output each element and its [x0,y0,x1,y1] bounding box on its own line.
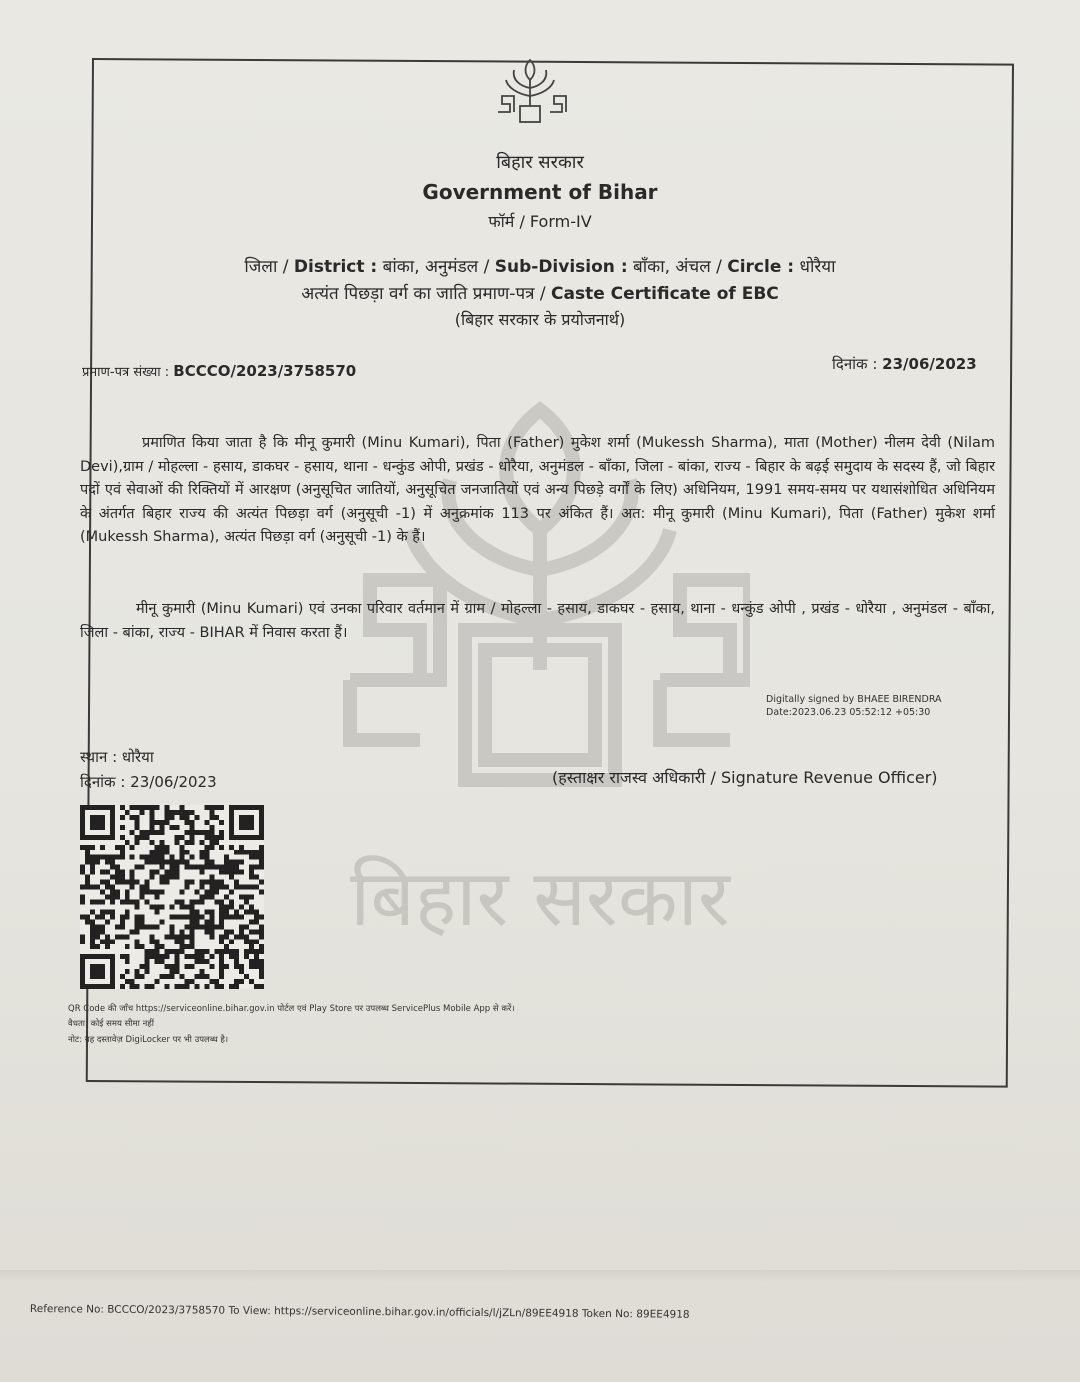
page-fold-shadow [0,1270,1080,1282]
certificate-title-hindi: अत्यंत पिछड़ा वर्ग का जाति प्रमाण-पत्र / [301,284,552,304]
certificate-number-label: प्रमाण-पत्र संख्या : [82,365,174,380]
subdivision-label: Sub-Division : [494,257,628,277]
certificate-body-paragraph-1: प्रमाणित किया जाता है कि मीनू कुमारी (Minu Kumari), पिता (Father) मुकेश शर्मा (Mukessh Sharma), माता (Mother) नीलम देवी (Nilam Devi),ग्राम / मोहल्ला - हसाय, डाकघर - हसाय, थाना - धन्कुंड ओपी, प्रखंड - धोरैया, अनुमंडल - बाँका, जिला - बांका, राज्य - बिहार के बढ़ई समुदाय के सदस्य हैं, जो बिहार पदों एवं सेवाओं की रिक्तियों में आरक्षण (अनुसूचित जातियों, अनुसूचित जनजातियों एवं अन्य पिछड़े वर्गों के लिए) अधिनियम, 1991 समय-समय पर यथासंशोधित अधिनियम के अंतर्गत बिहार राज्य की अत्यंत पिछड़ा वर्ग (अनुसूची -1) में अनुक्रमांक 113 पर अंकित हैं। अत: मीनू कुमारी (Minu Kumari), पिता (Father) मुकेश शर्मा (Mukessh Sharma), अत्यंत पिछड़ा वर्ग (अनुसूची -1) के हैं। [80,435,995,545]
place-date-label: दिनांक : [80,773,131,791]
government-name-hindi: बिहार सरकार [496,152,584,173]
digital-signature-date: Date:2023.06.23 05:52:12 +05:30 [766,707,931,718]
place [80,747,154,767]
certificate-number [82,362,356,380]
qr-code[interactable] [80,804,264,990]
circle-label: Circle : [727,257,795,277]
place-label: स्थान : [80,748,122,766]
certificate-number-value: BCCCO/2023/3758570 [173,362,357,380]
svg-text:बिहार सरकार: बिहार सरकार [350,854,730,944]
district-prefix: जिला / [244,257,294,277]
form-number: फॉर्म / Form-IV [488,212,592,231]
signature-revenue-officer: (हस्ताक्षर राजस्व अधिकारी / Signature Revenue Officer) [552,768,938,787]
place-date [80,772,217,792]
subdivision-value: बाँका, अंचल / [627,257,728,277]
place-value: धोरैया [121,748,154,766]
reference-footer: Reference No: BCCCO/2023/3758570 To View: https://serviceonline.bihar.gov.in/officials/l/jZLn/89EE4918 Token No: 89EE4918 [29,1303,690,1321]
bihar-emblem-icon [490,56,570,128]
digital-signature [766,693,942,719]
qr-verification-note: QR Code की जाँच https://serviceonline.bihar.gov.in पोर्टल एवं Play Store पर उपलब्ध ServicePlus Mobile App से करें। [68,1004,515,1014]
district-value: बांका, अनुमंडल / [377,257,495,277]
certificate-title [0,281,1080,304]
digital-signature-signer: Digitally signed by BHAEE BIRENDRA [766,694,942,705]
certificate-title-english: Caste Certificate of EBC [551,284,779,304]
issue-date [832,354,977,374]
place-date-value: 23/06/2023 [130,773,217,791]
digilocker-note: नोट: यह दस्तावेज़ DigiLocker पर भी उपलब्ध है। [68,1035,229,1045]
certificate-body-paragraph-2: मीनू कुमारी (Minu Kumari) एवं उनका परिवार वर्तमान में ग्राम / मोहल्ला - हसाय, डाकघर - हसाय, थाना - धन्कुंड ओपी , प्रखंड - धोरैया , अनुमंडल - बाँका, जिला - बांका, राज्य - BIHAR में निवास करता हैं। [80,601,995,641]
issue-date-value: 23/06/2023 [882,355,977,373]
location-line [0,254,1080,277]
validity-note: वैधता: कोई समय सीमा नहीं [68,1019,154,1029]
government-name-english: Government of Bihar [422,180,658,204]
circle-value: धोरैया [794,257,836,277]
certificate-purpose: (बिहार सरकार के प्रयोजनार्थ) [454,310,626,329]
district-label: District : [293,257,378,277]
issue-date-label: दिनांक : [832,355,883,373]
